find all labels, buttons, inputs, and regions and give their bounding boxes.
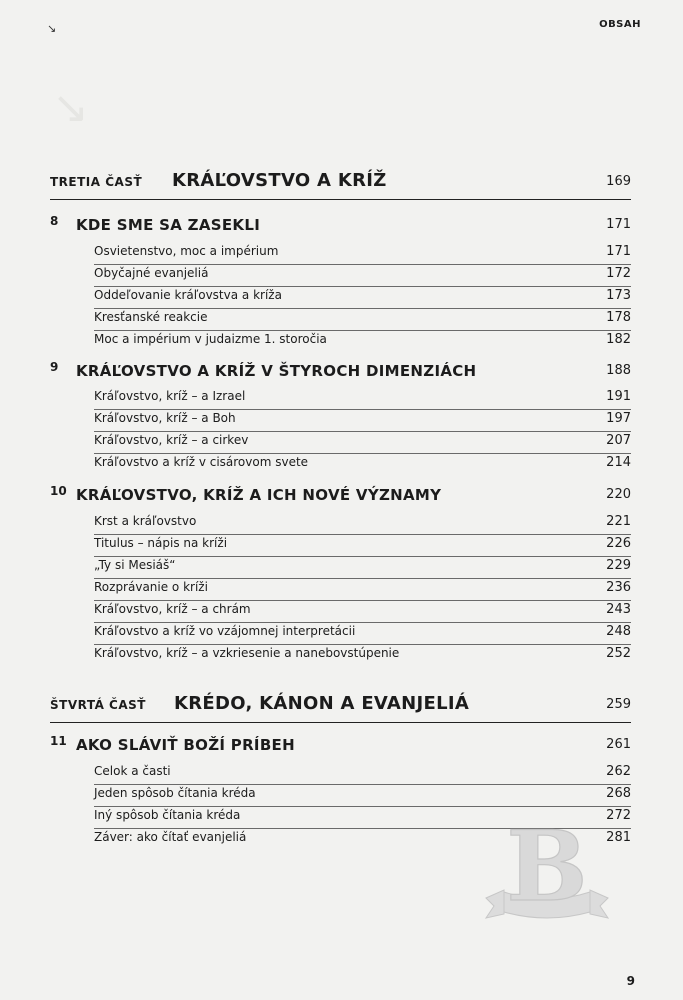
part-rule — [50, 722, 631, 723]
entry-page: 252 — [606, 646, 631, 661]
entry-rule — [94, 556, 631, 557]
part-page: 169 — [606, 174, 631, 189]
entry-rule — [94, 622, 631, 623]
entry-page: 262 — [606, 764, 631, 779]
entry-title: Moc a impérium v judaizme 1. storočia — [94, 332, 327, 346]
show-through-arrow: ↘ — [52, 82, 90, 133]
entry-page: 182 — [606, 332, 631, 347]
entry-title: Obyčajné evanjeliá — [94, 266, 209, 280]
entry-page: 248 — [606, 624, 631, 639]
chapter-number: 10 — [50, 484, 67, 498]
entry-rule — [94, 644, 631, 645]
entry-title: Kráľovstvo a kríž vo vzájomnej interpretácii — [94, 624, 356, 638]
chapter-heading[interactable] — [50, 360, 631, 384]
chapter-page: 261 — [606, 737, 631, 752]
entry-rule — [94, 409, 631, 410]
entry-title: Krst a kráľovstvo — [94, 514, 197, 528]
toc-entry[interactable] — [94, 602, 631, 622]
entry-title: Kráľovstvo, kríž – a cirkev — [94, 433, 249, 447]
toc-entry[interactable] — [94, 266, 631, 286]
toc-entry[interactable] — [94, 514, 631, 534]
part-rule — [50, 199, 631, 200]
toc-entry[interactable] — [94, 411, 631, 431]
entry-page: 281 — [606, 830, 631, 845]
entry-title: Záver: ako čítať evanjeliá — [94, 830, 247, 844]
toc-entry[interactable] — [94, 646, 631, 666]
toc-entry[interactable] — [94, 310, 631, 330]
entry-page: 243 — [606, 602, 631, 617]
chapter-title: KDE SME SA ZASEKLI — [76, 216, 261, 234]
entry-rule — [94, 453, 631, 454]
toc-entry[interactable] — [94, 332, 631, 352]
toc-entry[interactable] — [94, 786, 631, 806]
entry-rule — [94, 534, 631, 535]
part-page: 259 — [606, 697, 631, 712]
chapter-number: 9 — [50, 360, 59, 374]
entry-rule — [94, 431, 631, 432]
entry-page: 207 — [606, 433, 631, 448]
entry-page: 178 — [606, 310, 631, 325]
entry-rule — [94, 600, 631, 601]
part-title: KRÁĽOVSTVO A KRÍŽ — [172, 170, 387, 191]
chapter-title: KRÁĽOVSTVO, KRÍŽ A ICH NOVÉ VÝZNAMY — [76, 486, 442, 504]
chapter-page: 171 — [606, 217, 631, 232]
entry-title: Iný spôsob čítania kréda — [94, 808, 241, 822]
entry-page: 172 — [606, 266, 631, 281]
entry-page: 197 — [606, 411, 631, 426]
logo-letter: B — [506, 814, 588, 923]
chapter-title: KRÁĽOVSTVO A KRÍŽ V ŠTYROCH DIMENZIÁCH — [76, 362, 477, 380]
entry-rule — [94, 286, 631, 287]
entry-title: Kráľovstvo a kríž v cisárovom svete — [94, 455, 309, 469]
chapter-page: 188 — [606, 363, 631, 378]
chapter-number: 8 — [50, 214, 59, 228]
toc-entry[interactable] — [94, 244, 631, 264]
entry-title: „Ty si Mesiáš“ — [94, 558, 176, 572]
entry-page: 173 — [606, 288, 631, 303]
part-heading[interactable] — [50, 163, 631, 193]
toc-entry[interactable] — [94, 624, 631, 644]
entry-title: Kráľovstvo, kríž – a vzkriesenie a nanebovstúpenie — [94, 646, 400, 660]
toc-entry[interactable] — [94, 764, 631, 784]
entry-page: 226 — [606, 536, 631, 551]
toc-entry[interactable] — [94, 288, 631, 308]
entry-title: Kresťanské reakcie — [94, 310, 208, 324]
entry-title: Titulus – nápis na kríži — [94, 536, 228, 550]
entry-title: Osvietenstvo, moc a impérium — [94, 244, 279, 258]
entry-page: 171 — [606, 244, 631, 259]
chapter-heading[interactable] — [50, 214, 631, 238]
entry-title: Kráľovstvo, kríž – a Izrael — [94, 389, 246, 403]
toc-entry[interactable] — [94, 558, 631, 578]
entry-title: Kráľovstvo, kríž – a Boh — [94, 411, 236, 425]
part-label: ŠTVRTÁ ČASŤ — [50, 698, 146, 712]
entry-page: 236 — [606, 580, 631, 595]
entry-rule — [94, 784, 631, 785]
entry-page: 268 — [606, 786, 631, 801]
chapter-title: AKO SLÁVIŤ BOŽÍ PRÍBEH — [76, 736, 295, 754]
publisher-logo-watermark — [482, 814, 612, 924]
entry-title: Kráľovstvo, kríž – a chrám — [94, 602, 251, 616]
entry-page: 214 — [606, 455, 631, 470]
entry-page: 229 — [606, 558, 631, 573]
chapter-heading[interactable] — [50, 484, 631, 508]
part-label: TRETIA ČASŤ — [50, 175, 143, 189]
toc-entry[interactable] — [94, 536, 631, 556]
entry-rule — [94, 264, 631, 265]
chapter-heading[interactable] — [50, 734, 631, 758]
corner-arrow-icon: ↘ — [47, 22, 57, 35]
entry-page: 221 — [606, 514, 631, 529]
toc-entry[interactable] — [94, 580, 631, 600]
toc-entry[interactable] — [94, 455, 631, 475]
entry-title: Oddeľovanie kráľovstva a kríža — [94, 288, 282, 302]
part-heading[interactable] — [50, 686, 631, 716]
entry-page: 191 — [606, 389, 631, 404]
entry-rule — [94, 308, 631, 309]
entry-page: 272 — [606, 808, 631, 823]
entry-rule — [94, 330, 631, 331]
entry-rule — [94, 578, 631, 579]
toc-entry[interactable] — [94, 433, 631, 453]
part-title: KRÉDO, KÁNON A EVANJELIÁ — [174, 693, 470, 714]
entry-rule — [94, 806, 631, 807]
chapter-page: 220 — [606, 487, 631, 502]
page-number: 9 — [626, 974, 635, 988]
entry-title: Rozprávanie o kríži — [94, 580, 208, 594]
chapter-number: 11 — [50, 734, 67, 748]
running-head: OBSAH — [599, 19, 641, 30]
toc-entry[interactable] — [94, 389, 631, 409]
entry-title: Jeden spôsob čítania kréda — [94, 786, 256, 800]
entry-title: Celok a časti — [94, 764, 171, 778]
